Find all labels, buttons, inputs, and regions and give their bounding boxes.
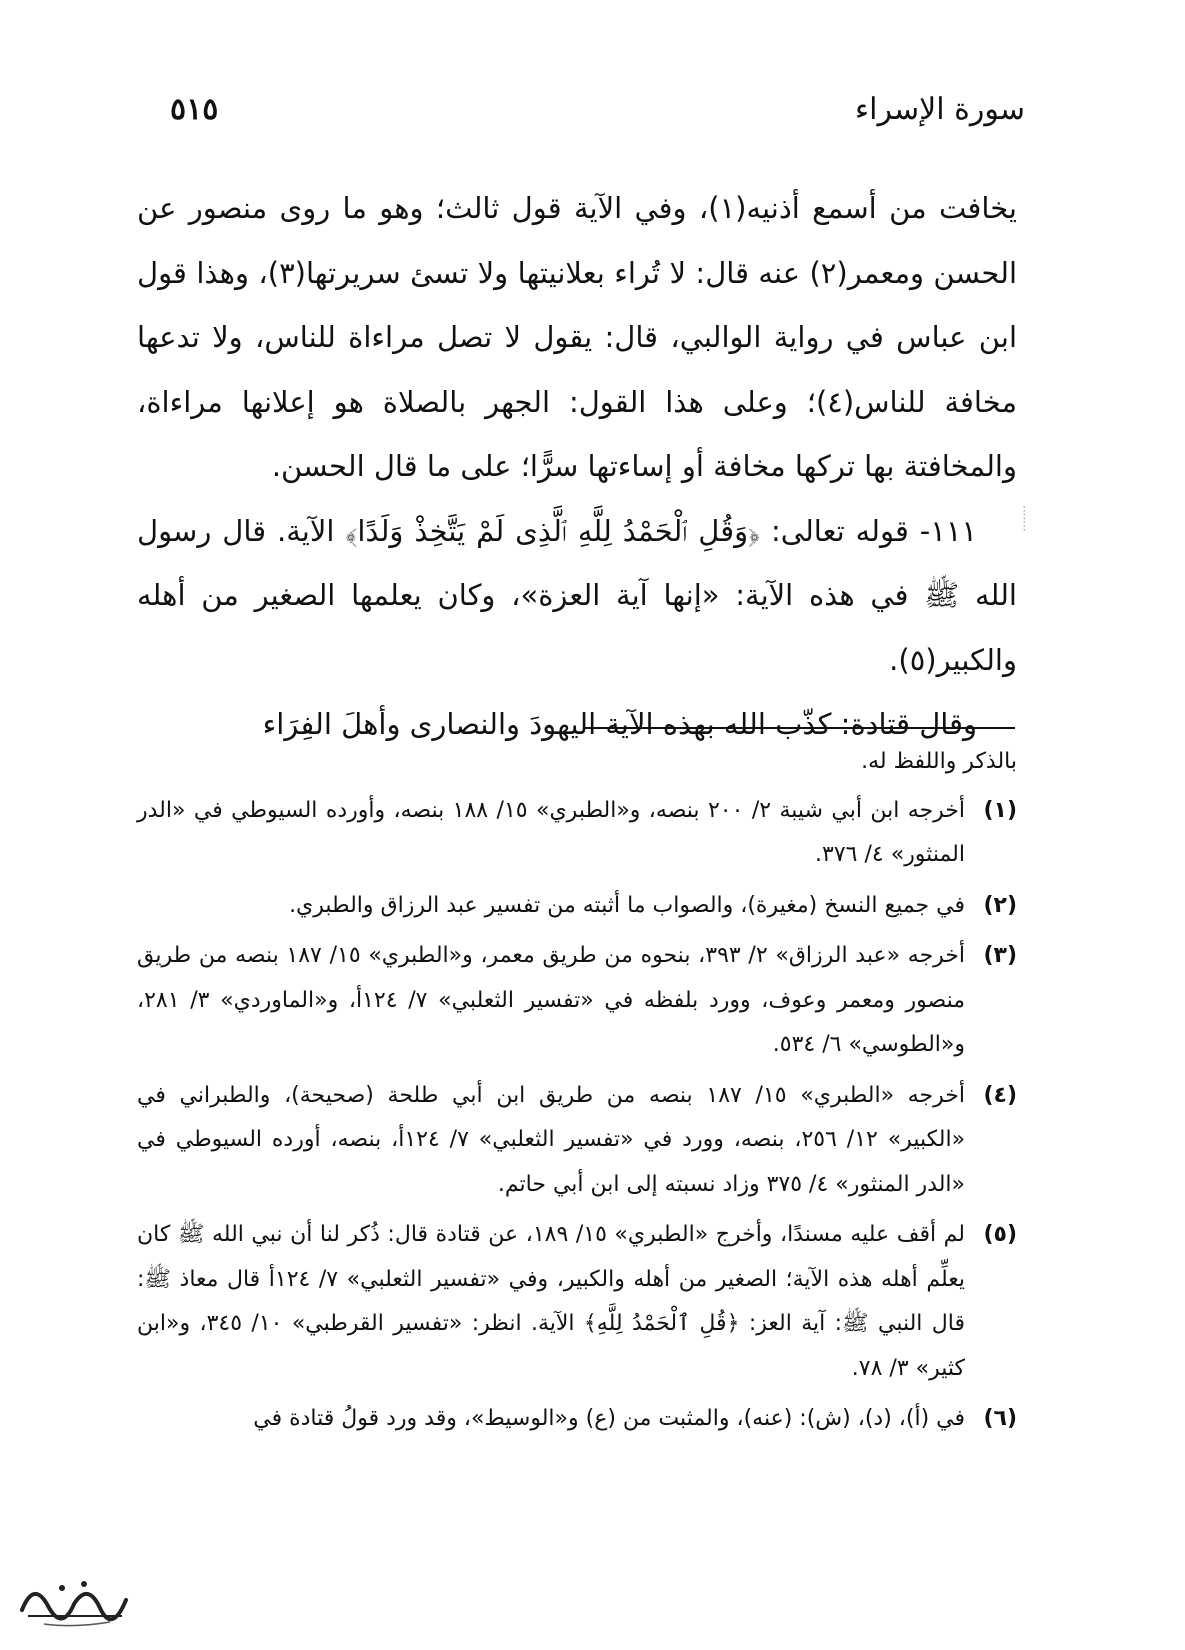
footnote-text: أخرجه «الطبري» ١٥/ ١٨٧ بنصه من طريق ابن أبي طلحة (صحيحة)، والطبراني في «الكبير» ١٢/ ٢٥٦، بنصه، وورد في «تفسير الثعلبي» ٧/ ١٢٤أ، بنصه، أورده السيوطي في «الدر المنثور» ٤/ ٣٧٥ وزاد نسبته إلى ابن أبي حاتم. xyxy=(137,1082,966,1197)
main-text xyxy=(137,176,1017,757)
footnote xyxy=(137,884,1017,929)
footnote-number: (٥) xyxy=(983,1222,1017,1247)
footnote-text: أخرجه ابن أبي شيبة ٢/ ٢٠٠ بنصه، و«الطبري» ١٥/ ١٨٨ بنصه، وأورده السيوطي في «الدر المنثور» ٤/ ٣٧٦. xyxy=(137,797,966,867)
margin-marks: ······· xyxy=(1017,505,1031,532)
stamp-calligraphy-icon xyxy=(14,1570,134,1632)
footnote xyxy=(137,934,1017,1068)
running-title: سورة الإسراء xyxy=(855,92,1025,127)
footnote xyxy=(137,789,1017,878)
body-paragraph: يخافت من أسمع أذنيه(١)، وفي الآية قول ثالث؛ وهو ما روى منصور عن الحسن ومعمر(٢) عنه قال: لا تُراء بعلانيتها ولا تسئ سريرتها(٣)، وهذا قول ابن عباس في رواية الوالبي، قال: يقول لا تصل مراءاة للناس، ولا تدعها مخافة للناس(٤)؛ وعلى هذا القول: الجهر بالصلاة هو إعلانها مراءاة، والمخافتة بها تركها مخافة أو إساءتها سرًّا؛ على ما قال الحسن. xyxy=(137,191,1017,483)
footnote-number: (٦) xyxy=(983,1406,1017,1431)
page-header xyxy=(170,92,1025,142)
page-number: ٥١٥ xyxy=(170,92,219,127)
footnote xyxy=(137,1213,1017,1391)
footnotes xyxy=(137,740,1017,1448)
footnote xyxy=(137,1074,1017,1208)
footnote-divider xyxy=(585,727,1015,729)
body-paragraph: وقال قتادة: كذّب الله بهذه الآية اليهودَ والنصارى وأهلَ الفِرَاء xyxy=(262,707,977,741)
footnote-number: (١) xyxy=(983,797,1017,823)
footnote-carry-over: بالذكر واللفظ له. xyxy=(861,749,1017,774)
footnote-text: لم أقف عليه مسندًا، وأخرج «الطبري» ١٥/ ١٨٩، عن قتادة قال: ذُكر لنا أن نبي الله ﷺ كان يعلِّم أهله هذه الآية؛ الصغير من أهله والكبير، وفي «تفسير الثعلبي» ٧/ ١٢٤أ قال معاذ ﷺ: قال النبي ﷺ: آية العز: ﴿قُلِ ٱلْحَمْدُ لِلَّهِ﴾ الآية. انظر: «تفسير القرطبي» ١٠/ ٣٤٥، و«ابن كثير» ٣/ ٧٨. xyxy=(137,1222,966,1381)
library-stamp xyxy=(14,1570,134,1632)
footnote-number: (٣) xyxy=(983,943,1017,968)
footnote-number: (٤) xyxy=(983,1082,1017,1108)
footnote-text: في (أ)، (د)، (ش): (عنه)، والمثبت من (ع) و«الوسيط»، وقد ورد قولُ قتادة في xyxy=(253,1406,965,1431)
body-paragraph: ١١١- قوله تعالى: ﴿وَقُلِ ٱلْحَمْدُ لِلَّهِ ٱلَّذِى لَمْ يَتَّخِذْ وَلَدًا﴾ الآية. قال رسول الله ﷺ في هذه الآية: «إنها آية العزة»، وكان يعلمها الصغير من أهله والكبير(٥). xyxy=(137,513,1017,677)
footnote-number: (٢) xyxy=(983,892,1017,918)
footnote-text: أخرجه «عبد الرزاق» ٢/ ٣٩٣، بنحوه من طريق معمر، و«الطبري» ١٥/ ١٨٧ بنصه من طريق منصور ومعمر وعوف، وورد بلفظه في «تفسير الثعلبي» ٧/ ١٢٤أ، و«الماوردي» ٣/ ٢٨١، و«الطوسي» ٦/ ٥٣٤. xyxy=(137,943,966,1057)
footnote-text: في جميع النسخ (مغيرة)، والصواب ما أثبته من تفسير عبد الرزاق والطبري. xyxy=(289,892,965,918)
footnote xyxy=(137,1397,1017,1442)
